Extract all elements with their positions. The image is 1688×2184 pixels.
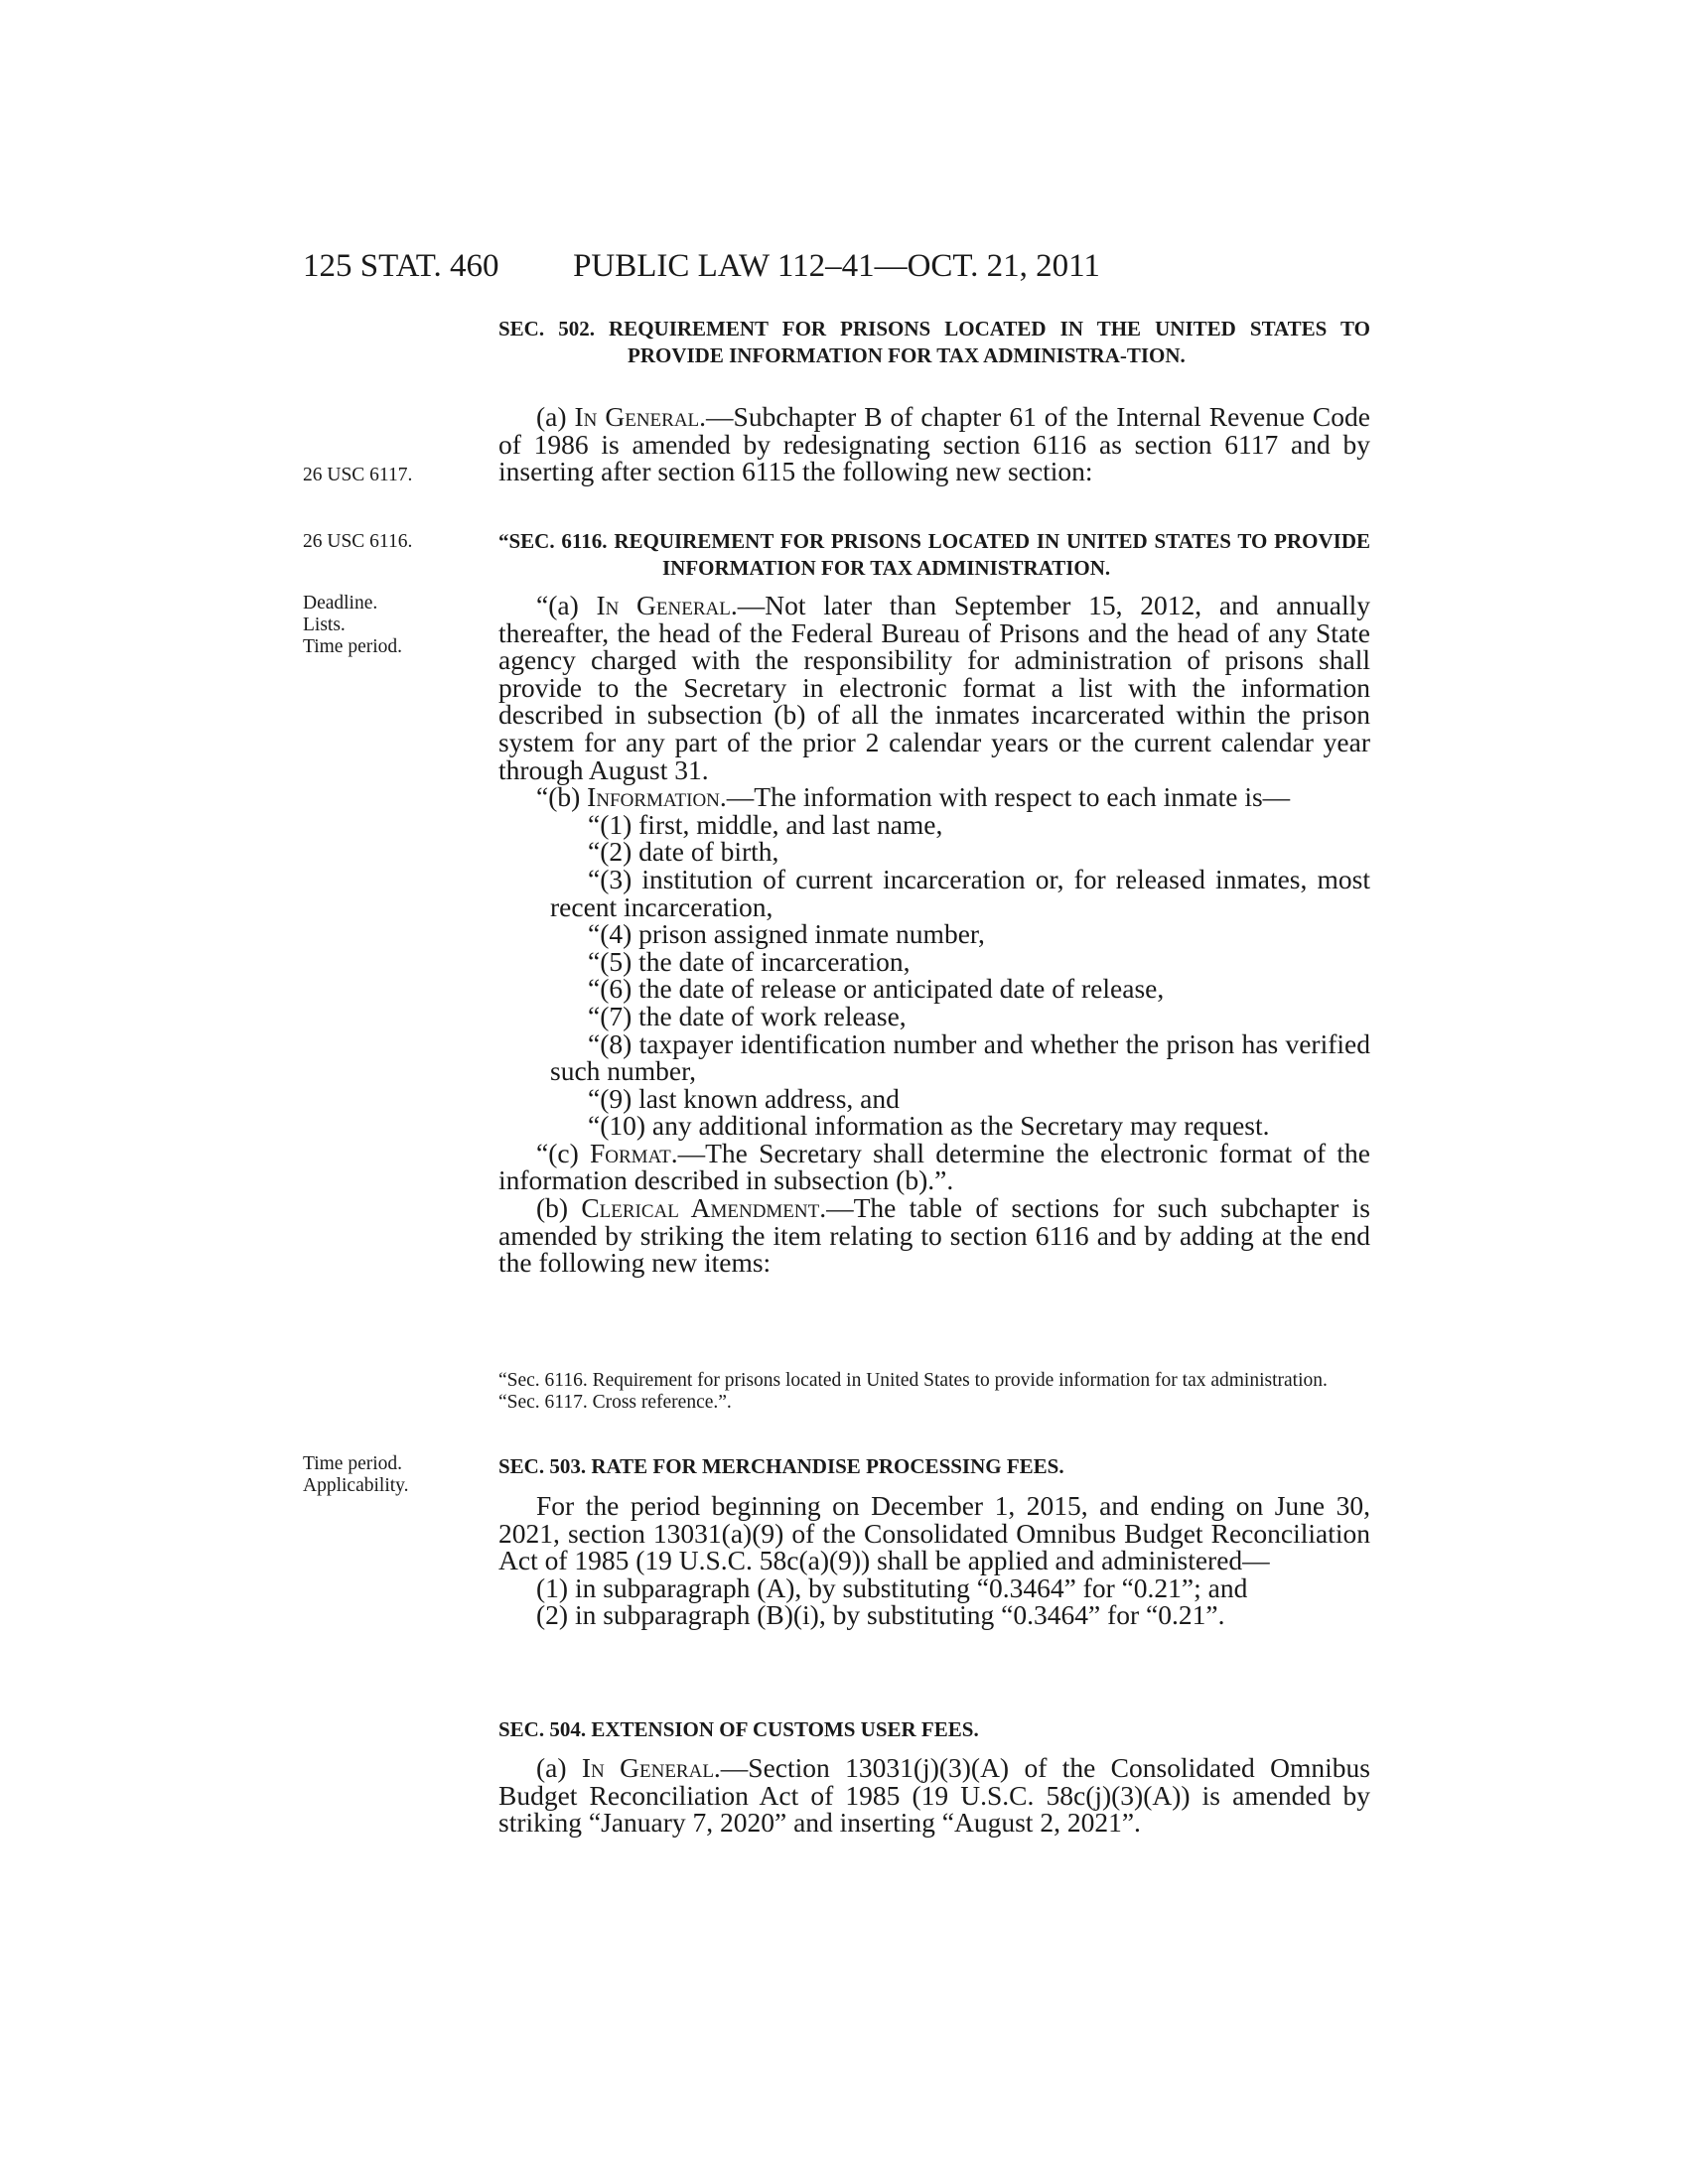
- sec-503-body: [498, 1492, 1370, 1629]
- list-item: “(3) institution of current incarceration or, for released inmates, most recent incarceration,: [550, 863, 1370, 922]
- sec-6116-heading-block: [498, 528, 1370, 582]
- toc-item: “Sec. 6116. Requirement for prisons located in United States to provide information for tax administration.: [498, 1370, 1328, 1391]
- sec-6116-c-paragraph: “(c) Format.—The Secretary shall determine the electronic format of the information described in subsection (b).”.: [498, 1137, 1370, 1196]
- list-item: “(5) the date of incarceration,: [588, 945, 911, 977]
- sec-6116-heading: “SEC. 6116. REQUIREMENT FOR PRISONS LOCATED IN UNITED STATES TO PROVIDE INFORMATION FOR TAX ADMINISTRATION.: [498, 529, 1370, 580]
- sec-502-a-paragraph: (a) In General.—Subchapter B of chapter 61 of the Internal Revenue Code of 1986 is amended by redesignating section 6116 as section 6117 and by inserting after section 6115 the following new section:: [498, 401, 1370, 487]
- list-item: “(7) the date of work release,: [588, 1000, 907, 1031]
- caption: Format: [589, 1137, 671, 1168]
- sec-6116-body: [498, 592, 1370, 1277]
- list-item: “(9) last known address, and: [588, 1082, 900, 1114]
- sec-6116-b-paragraph: “(b) Information.—The information with respect to each inmate is—: [536, 781, 1291, 813]
- list-item: (2) in subparagraph (B)(i), by substituting “0.3464” for “0.21”.: [536, 1599, 1225, 1631]
- margin-note-sec503: Time period. Applicability.: [303, 1453, 409, 1496]
- list-item: “(8) taxpayer identification number and whether the prison has verified such number,: [550, 1027, 1370, 1087]
- toc-item: “Sec. 6117. Cross reference.”.: [498, 1392, 732, 1413]
- caption: In General: [596, 590, 731, 620]
- running-head: PUBLIC LAW 112–41—OCT. 21, 2011: [573, 248, 1100, 284]
- statute-page-number: 125 STAT. 460: [303, 248, 499, 284]
- list-item: “(2) date of birth,: [588, 836, 779, 868]
- sec-502-b-paragraph: (b) Clerical Amendment.—The table of sections for such subchapter is amended by striking the item relating to section 6116 and by adding at the end the following new items:: [498, 1192, 1370, 1279]
- sec-502-heading: SEC. 502. REQUIREMENT FOR PRISONS LOCATED IN THE UNITED STATES TO PROVIDE INFORMATION FOR TAX ADMINISTRA-TION.: [498, 317, 1370, 367]
- margin-note-usc-6116: 26 USC 6116.: [303, 531, 413, 552]
- margin-note-usc-6117: 26 USC 6117.: [303, 465, 413, 485]
- caption: Clerical Amendment: [581, 1192, 820, 1224]
- caption: Information: [587, 781, 720, 813]
- sec-504-a-paragraph: (a) In General.—Section 13031(j)(3)(A) of the Consolidated Omnibus Budget Reconciliation Act of 1985 (19 U.S.C. 58c(j)(3)(A)) is amended by striking “January 7, 2020” and inserting “August 2, 2021”.: [498, 1752, 1370, 1839]
- sec-504-body: [498, 1754, 1370, 1837]
- sec-503-heading: SEC. 503. RATE FOR MERCHANDISE PROCESSING FEES.: [498, 1454, 1064, 1478]
- sec-502-a: [498, 403, 1370, 485]
- list-item: “(4) prison assigned inmate number,: [588, 918, 985, 950]
- list-item: (1) in subparagraph (A), by substituting “0.3464” for “0.21”; and: [536, 1571, 1248, 1603]
- table-of-sections: [498, 1370, 1370, 1414]
- sec-6116-a-paragraph: “(a) In General.—Not later than September 15, 2012, and annually thereafter, the head of the Federal Bureau of Prisons and the head of any State agency charged with the responsibility for administration of prisons shall provide to the Secretary in electronic format a list with the information described in subsection (b) of all the inmates incarcerated within the prison system for any part of the prior 2 calendar years or the current calendar year through August 31.: [498, 590, 1370, 785]
- caption: In General: [581, 1752, 714, 1783]
- sec-503-intro: For the period beginning on December 1, 2015, and ending on June 30, 2021, section 13031(a)(9) of the Consolidated Omnibus Budget Reconciliation Act of 1985 (19 U.S.C. 58c(a)(9)) shall be applied and administered—: [498, 1490, 1370, 1576]
- sec-504: [498, 1716, 1370, 1743]
- page-header: [303, 248, 1370, 288]
- margin-note-deadline: Deadline. Lists. Time period.: [303, 593, 403, 657]
- list-item: “(10) any additional information as the Secretary may request.: [588, 1110, 1270, 1142]
- sec-502-heading-block: [498, 316, 1370, 369]
- sec-504-heading: SEC. 504. EXTENSION OF CUSTOMS USER FEES.: [498, 1717, 979, 1741]
- sec-503: [498, 1453, 1370, 1480]
- list-item: “(1) first, middle, and last name,: [588, 808, 943, 840]
- list-item: “(6) the date of release or anticipated date of release,: [588, 973, 1165, 1005]
- caption: In General: [574, 401, 700, 432]
